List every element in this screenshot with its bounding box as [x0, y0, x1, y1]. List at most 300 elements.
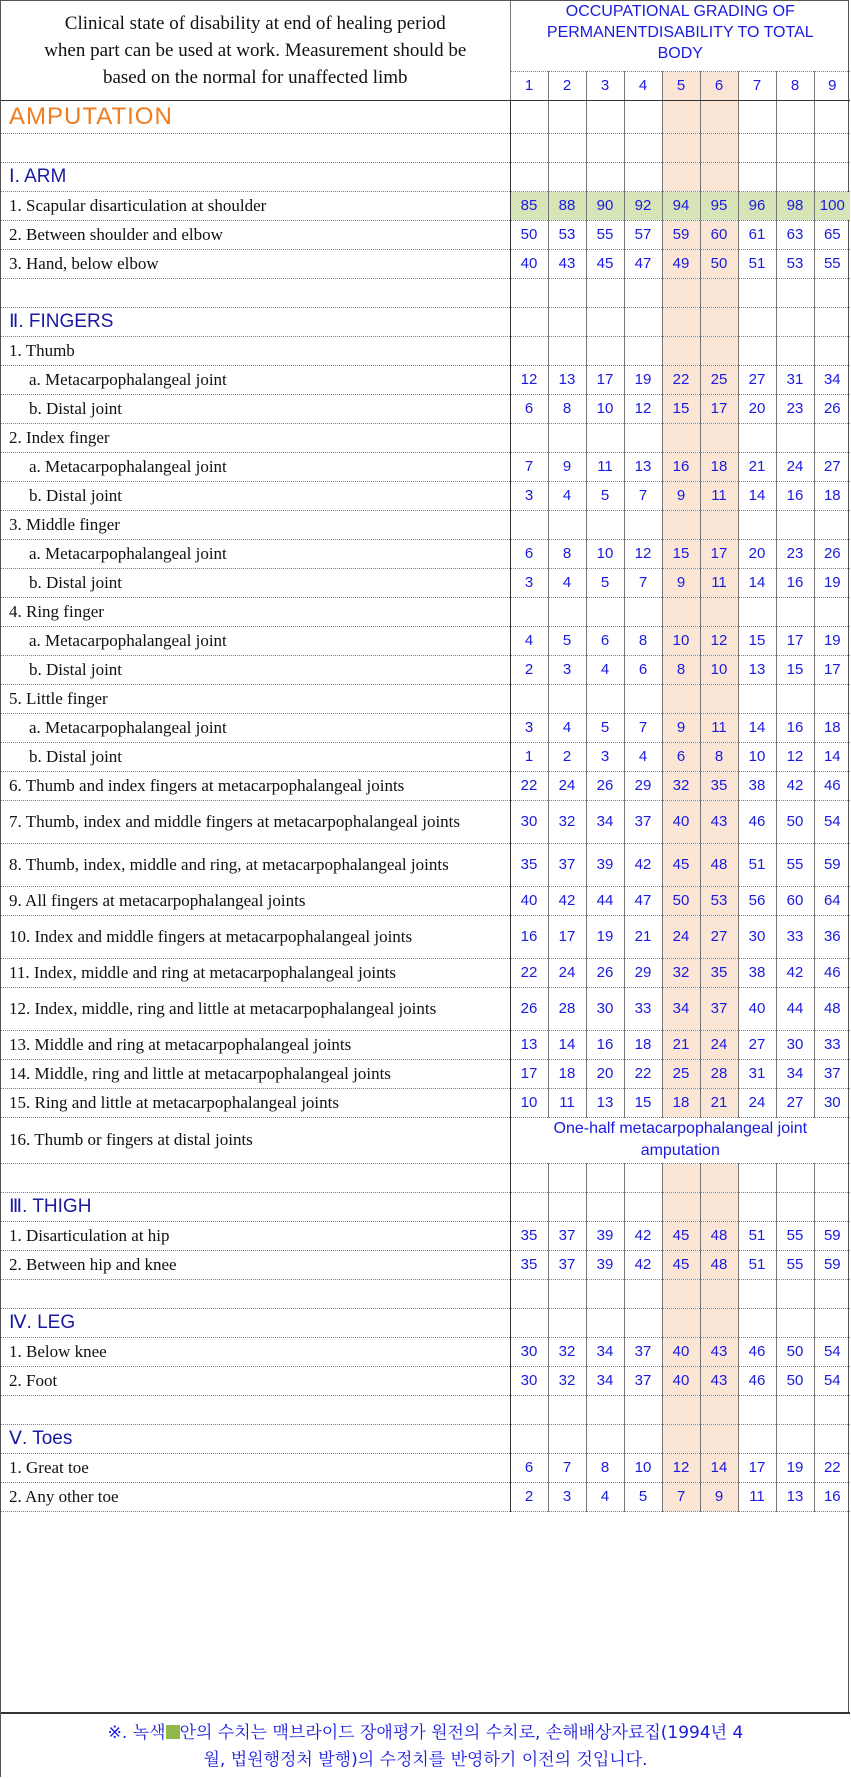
grade-cell-7: 38 [738, 958, 776, 987]
grade-cell-3: 5 [586, 481, 624, 510]
empty-cell [548, 278, 586, 307]
empty-cell [586, 162, 624, 191]
grade-cell-1: 50 [510, 220, 548, 249]
group-label-row [1, 597, 850, 626]
empty-cell [776, 1279, 814, 1308]
header-grading-line-3: BODY [657, 45, 703, 62]
header-grading-line-2: PERMANENTDISABILITY TO TOTAL [546, 24, 814, 41]
table-row [1, 481, 850, 510]
grade-cell-3: 44 [586, 886, 624, 915]
grade-cell-7: 13 [738, 655, 776, 684]
grade-cell-9: 18 [814, 713, 850, 742]
blank-label [1, 1279, 510, 1308]
note-line: One-half metacarpophalangeal joint [553, 1120, 808, 1137]
table-row [1, 1337, 850, 1366]
empty-cell [738, 278, 776, 307]
grade-cell-1: 30 [510, 1337, 548, 1366]
grade-cell-8: 55 [776, 843, 814, 886]
grade-cell-6: 14 [700, 1453, 738, 1482]
grade-cell-6: 11 [700, 568, 738, 597]
empty-cell [738, 1424, 776, 1453]
grade-cell-2: 11 [548, 1088, 586, 1117]
grade-cell-5: 15 [662, 539, 700, 568]
grade-cell-3: 39 [586, 1250, 624, 1279]
grade-cell-3: 4 [586, 1482, 624, 1511]
grade-cell-5: 7 [662, 1482, 700, 1511]
empty-cell [624, 162, 662, 191]
grade-cell-7: 17 [738, 1453, 776, 1482]
header-description-line-1: Clinical state of disability at end of healing period [64, 12, 446, 34]
grade-cell-4: 7 [624, 713, 662, 742]
empty-cell [510, 307, 548, 336]
grade-cell-4: 7 [624, 568, 662, 597]
grade-cell-6: 43 [700, 1366, 738, 1395]
blank-label [1, 133, 510, 162]
grade-cell-2: 7 [548, 1453, 586, 1482]
empty-cell [510, 423, 548, 452]
grade-cell-8: 23 [776, 539, 814, 568]
empty-cell [624, 1279, 662, 1308]
group-label: 3. Middle finger [1, 510, 510, 539]
grade-cell-6: 11 [700, 481, 738, 510]
empty-cell [624, 1395, 662, 1424]
section-heading: Ⅰ. ARM [1, 162, 510, 191]
grade-cell-5: 9 [662, 481, 700, 510]
group-label-row [1, 684, 850, 713]
grade-cell-3: 13 [586, 1088, 624, 1117]
grade-cell-5: 12 [662, 1453, 700, 1482]
grade-cell-3: 19 [586, 915, 624, 958]
grade-cell-2: 8 [548, 539, 586, 568]
grade-cell-8: 12 [776, 742, 814, 771]
grade-cell-8: 30 [776, 1030, 814, 1059]
empty-cell [700, 133, 738, 162]
grade-cell-8: 98 [776, 191, 814, 220]
grade-cell-9: 34 [814, 365, 850, 394]
grade-cell-3: 20 [586, 1059, 624, 1088]
grade-cell-3: 39 [586, 843, 624, 886]
empty-cell [776, 1395, 814, 1424]
grade-cell-3: 3 [586, 742, 624, 771]
grade-cell-7: 15 [738, 626, 776, 655]
row-label: a. Metacarpophalangeal joint [1, 626, 510, 655]
grade-cell-5: 10 [662, 626, 700, 655]
grade-cell-4: 29 [624, 771, 662, 800]
grade-cell-2: 9 [548, 452, 586, 481]
grade-cell-9: 46 [814, 958, 850, 987]
grade-cell-8: 17 [776, 626, 814, 655]
header-grading-line-1: OCCUPATIONAL GRADING OF [565, 3, 795, 20]
grade-cell-1: 2 [510, 655, 548, 684]
empty-cell [814, 1279, 850, 1308]
empty-cell [510, 336, 548, 365]
empty-cell [510, 278, 548, 307]
empty-cell [548, 1308, 586, 1337]
table-row [1, 987, 850, 1030]
empty-cell [624, 307, 662, 336]
empty-cell [662, 510, 700, 539]
grade-cell-1: 7 [510, 452, 548, 481]
grade-cell-5: 21 [662, 1030, 700, 1059]
grade-cell-7: 31 [738, 1059, 776, 1088]
grade-cell-9: 65 [814, 220, 850, 249]
grade-cell-4: 29 [624, 958, 662, 987]
grade-cell-9: 26 [814, 539, 850, 568]
grade-cell-5: 32 [662, 771, 700, 800]
table-row [1, 742, 850, 771]
grade-cell-1: 30 [510, 1366, 548, 1395]
grade-cell-1: 2 [510, 1482, 548, 1511]
table-row [1, 568, 850, 597]
grade-cell-4: 12 [624, 539, 662, 568]
grade-cell-4: 42 [624, 1250, 662, 1279]
grade-cell-6: 95 [700, 191, 738, 220]
grade-cell-4: 4 [624, 742, 662, 771]
row-label: 1. Below knee [1, 1337, 510, 1366]
row-label: 9. All fingers at metacarpophalangeal joints [1, 886, 510, 915]
empty-cell [738, 133, 776, 162]
grade-cell-3: 26 [586, 958, 624, 987]
grade-cell-3: 4 [586, 655, 624, 684]
grade-cell-2: 2 [548, 742, 586, 771]
grade-cell-4: 7 [624, 481, 662, 510]
empty-cell [814, 162, 850, 191]
grade-cell-8: 42 [776, 771, 814, 800]
grade-cell-7: 51 [738, 1250, 776, 1279]
grade-cell-3: 5 [586, 568, 624, 597]
empty-cell [814, 510, 850, 539]
header-description [1, 1, 510, 100]
empty-cell [586, 133, 624, 162]
grade-cell-5: 40 [662, 1337, 700, 1366]
empty-cell [776, 133, 814, 162]
grade-cell-2: 3 [548, 655, 586, 684]
grade-cell-3: 26 [586, 771, 624, 800]
empty-cell [776, 423, 814, 452]
row-label: a. Metacarpophalangeal joint [1, 365, 510, 394]
table-row [1, 452, 850, 481]
grade-cell-6: 17 [700, 539, 738, 568]
empty-cell [738, 307, 776, 336]
grade-cell-2: 4 [548, 568, 586, 597]
empty-cell [814, 100, 850, 133]
grade-cell-5: 50 [662, 886, 700, 915]
merged-note-cell [510, 1117, 850, 1163]
empty-cell [776, 684, 814, 713]
empty-cell [624, 133, 662, 162]
grade-cell-3: 10 [586, 539, 624, 568]
grade-cell-7: 27 [738, 1030, 776, 1059]
grade-cell-8: 23 [776, 394, 814, 423]
row-label: 10. Index and middle fingers at metacarpophalangeal joints [1, 915, 510, 958]
grade-cell-2: 32 [548, 1366, 586, 1395]
grade-cell-4: 37 [624, 800, 662, 843]
group-label-row [1, 510, 850, 539]
grade-cell-9: 16 [814, 1482, 850, 1511]
grade-cell-2: 18 [548, 1059, 586, 1088]
empty-cell [700, 162, 738, 191]
empty-cell [510, 510, 548, 539]
blank-row [1, 278, 850, 307]
empty-cell [662, 423, 700, 452]
grade-cell-8: 60 [776, 886, 814, 915]
grade-cell-4: 42 [624, 1221, 662, 1250]
grade-cell-7: 38 [738, 771, 776, 800]
grade-cell-2: 32 [548, 800, 586, 843]
grade-cell-6: 28 [700, 1059, 738, 1088]
row-label: 13. Middle and ring at metacarpophalangeal joints [1, 1030, 510, 1059]
empty-cell [548, 162, 586, 191]
grade-cell-5: 40 [662, 1366, 700, 1395]
grade-cell-4: 42 [624, 843, 662, 886]
grade-cell-2: 13 [548, 365, 586, 394]
empty-cell [662, 1395, 700, 1424]
grade-cell-7: 46 [738, 1337, 776, 1366]
empty-cell [624, 278, 662, 307]
empty-cell [510, 162, 548, 191]
grade-cell-3: 30 [586, 987, 624, 1030]
empty-cell [510, 684, 548, 713]
table-row [1, 626, 850, 655]
empty-cell [814, 278, 850, 307]
empty-cell [662, 307, 700, 336]
empty-cell [814, 1424, 850, 1453]
empty-cell [814, 1163, 850, 1192]
empty-cell [814, 597, 850, 626]
grade-cell-3: 55 [586, 220, 624, 249]
empty-cell [700, 684, 738, 713]
blank-label [1, 1395, 510, 1424]
grade-cell-7: 61 [738, 220, 776, 249]
grade-cell-7: 30 [738, 915, 776, 958]
grade-cell-5: 94 [662, 191, 700, 220]
empty-cell [586, 1163, 624, 1192]
grade-cell-9: 19 [814, 568, 850, 597]
grade-cell-9: 22 [814, 1453, 850, 1482]
empty-cell [700, 1424, 738, 1453]
grade-cell-2: 28 [548, 987, 586, 1030]
grade-cell-6: 18 [700, 452, 738, 481]
column-number-2: 2 [548, 71, 586, 100]
grade-cell-1: 22 [510, 958, 548, 987]
empty-cell [738, 100, 776, 133]
grade-cell-5: 16 [662, 452, 700, 481]
grade-cell-8: 16 [776, 568, 814, 597]
column-number-9: 9 [814, 71, 850, 100]
grade-cell-1: 26 [510, 987, 548, 1030]
row-label: 2. Foot [1, 1366, 510, 1395]
grade-cell-7: 51 [738, 843, 776, 886]
grade-cell-3: 17 [586, 365, 624, 394]
grade-cell-5: 45 [662, 1221, 700, 1250]
grade-cell-9: 19 [814, 626, 850, 655]
table-row [1, 1221, 850, 1250]
empty-cell [776, 162, 814, 191]
footnote [1, 1712, 850, 1778]
empty-cell [548, 307, 586, 336]
empty-cell [510, 133, 548, 162]
grade-cell-4: 19 [624, 365, 662, 394]
empty-cell [586, 597, 624, 626]
grade-cell-5: 24 [662, 915, 700, 958]
table-row [1, 1088, 850, 1117]
empty-cell [586, 1424, 624, 1453]
grade-cell-5: 59 [662, 220, 700, 249]
grade-cell-2: 24 [548, 771, 586, 800]
table-row [1, 915, 850, 958]
grade-cell-2: 3 [548, 1482, 586, 1511]
grade-cell-8: 16 [776, 481, 814, 510]
empty-cell [586, 684, 624, 713]
empty-cell [776, 510, 814, 539]
row-label: 11. Index, middle and ring at metacarpophalangeal joints [1, 958, 510, 987]
grade-cell-5: 45 [662, 1250, 700, 1279]
empty-cell [662, 1192, 700, 1221]
grade-cell-8: 15 [776, 655, 814, 684]
row-label: 12. Index, middle, ring and little at metacarpophalangeal joints [1, 987, 510, 1030]
grade-cell-3: 34 [586, 1337, 624, 1366]
empty-cell [510, 1279, 548, 1308]
empty-cell [700, 423, 738, 452]
empty-cell [814, 423, 850, 452]
grade-cell-5: 32 [662, 958, 700, 987]
grade-cell-8: 63 [776, 220, 814, 249]
grade-cell-5: 49 [662, 249, 700, 278]
grade-cell-3: 5 [586, 713, 624, 742]
grade-cell-2: 4 [548, 713, 586, 742]
group-label-row [1, 336, 850, 365]
grade-cell-5: 9 [662, 713, 700, 742]
empty-cell [624, 1192, 662, 1221]
empty-cell [510, 1192, 548, 1221]
empty-cell [586, 1279, 624, 1308]
column-number-6: 6 [700, 71, 738, 100]
empty-cell [738, 597, 776, 626]
empty-cell [776, 1308, 814, 1337]
empty-cell [662, 133, 700, 162]
grade-cell-9: 26 [814, 394, 850, 423]
row-label: a. Metacarpophalangeal joint [1, 713, 510, 742]
grade-cell-4: 37 [624, 1366, 662, 1395]
blank-row [1, 1395, 850, 1424]
grade-cell-8: 50 [776, 1337, 814, 1366]
table-row [1, 843, 850, 886]
grade-cell-1: 4 [510, 626, 548, 655]
grade-cell-7: 51 [738, 249, 776, 278]
grade-cell-8: 55 [776, 1221, 814, 1250]
grade-cell-8: 50 [776, 800, 814, 843]
table-row [1, 394, 850, 423]
grade-cell-3: 39 [586, 1221, 624, 1250]
grade-cell-9: 54 [814, 1337, 850, 1366]
column-number-8: 8 [776, 71, 814, 100]
table-row [1, 1059, 850, 1088]
empty-cell [586, 307, 624, 336]
grade-cell-6: 48 [700, 1250, 738, 1279]
empty-cell [776, 1163, 814, 1192]
grade-cell-6: 12 [700, 626, 738, 655]
empty-cell [700, 278, 738, 307]
grade-cell-1: 35 [510, 1250, 548, 1279]
grade-cell-2: 37 [548, 1221, 586, 1250]
grade-cell-2: 8 [548, 394, 586, 423]
grade-cell-4: 6 [624, 655, 662, 684]
grade-cell-8: 53 [776, 249, 814, 278]
grade-cell-9: 37 [814, 1059, 850, 1088]
grade-cell-2: 24 [548, 958, 586, 987]
grade-cell-4: 92 [624, 191, 662, 220]
empty-cell [776, 1192, 814, 1221]
grade-cell-8: 19 [776, 1453, 814, 1482]
row-label: b. Distal joint [1, 655, 510, 684]
empty-cell [776, 278, 814, 307]
empty-cell [548, 100, 586, 133]
grade-cell-6: 48 [700, 1221, 738, 1250]
empty-cell [700, 1279, 738, 1308]
blank-row [1, 133, 850, 162]
grade-cell-1: 1 [510, 742, 548, 771]
row-label: b. Distal joint [1, 742, 510, 771]
row-label: 16. Thumb or fingers at distal joints [1, 1117, 510, 1163]
grade-cell-6: 11 [700, 713, 738, 742]
grade-cell-6: 25 [700, 365, 738, 394]
empty-cell [510, 1308, 548, 1337]
table-row [1, 365, 850, 394]
grade-cell-4: 47 [624, 249, 662, 278]
empty-cell [548, 597, 586, 626]
row-label: 15. Ring and little at metacarpophalangeal joints [1, 1088, 510, 1117]
empty-cell [700, 1395, 738, 1424]
empty-cell [738, 336, 776, 365]
empty-cell [738, 162, 776, 191]
grade-cell-2: 14 [548, 1030, 586, 1059]
empty-cell [586, 336, 624, 365]
section-heading: Ⅲ. THIGH [1, 1192, 510, 1221]
section-row [1, 1192, 850, 1221]
blank-row [1, 1279, 850, 1308]
grade-cell-6: 35 [700, 958, 738, 987]
grade-cell-6: 53 [700, 886, 738, 915]
empty-cell [700, 597, 738, 626]
grade-cell-2: 17 [548, 915, 586, 958]
grade-cell-5: 40 [662, 800, 700, 843]
row-label: b. Distal joint [1, 568, 510, 597]
grade-cell-7: 46 [738, 1366, 776, 1395]
grade-cell-4: 15 [624, 1088, 662, 1117]
grade-cell-1: 16 [510, 915, 548, 958]
empty-cell [814, 684, 850, 713]
grade-cell-6: 24 [700, 1030, 738, 1059]
empty-cell [662, 336, 700, 365]
row-label: 7. Thumb, index and middle fingers at metacarpophalangeal joints [1, 800, 510, 843]
section-row [1, 1308, 850, 1337]
empty-cell [586, 1192, 624, 1221]
row-label: b. Distal joint [1, 394, 510, 423]
grade-cell-7: 11 [738, 1482, 776, 1511]
row-label: a. Metacarpophalangeal joint [1, 452, 510, 481]
grade-cell-8: 24 [776, 452, 814, 481]
grade-cell-6: 9 [700, 1482, 738, 1511]
grade-cell-9: 59 [814, 1250, 850, 1279]
empty-cell [662, 162, 700, 191]
row-label: b. Distal joint [1, 481, 510, 510]
grade-cell-9: 48 [814, 987, 850, 1030]
grade-cell-1: 85 [510, 191, 548, 220]
grade-cell-6: 35 [700, 771, 738, 800]
grade-cell-2: 4 [548, 481, 586, 510]
empty-cell [814, 307, 850, 336]
empty-cell [548, 510, 586, 539]
